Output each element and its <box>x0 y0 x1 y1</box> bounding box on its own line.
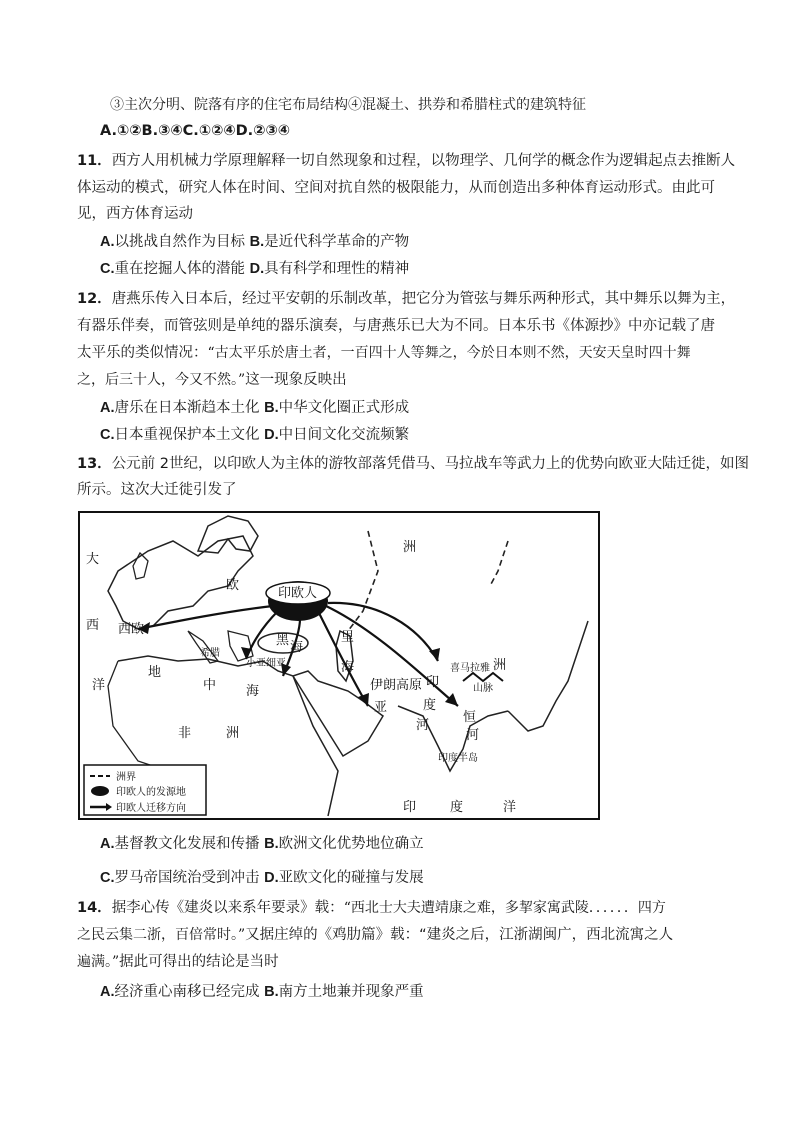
label-yindubandao: 印度半岛 <box>438 753 478 764</box>
q12-stem-line4: 之，后三十人，今又不然。”这一现象反映出 <box>77 372 347 388</box>
label-fei: 非 <box>178 726 192 741</box>
q14-quote-1: “西北士大夫遭靖康之难，多挈家寓武陵．．．．．．四方 <box>343 900 666 916</box>
label-li: 里 <box>341 630 355 645</box>
q11-stem-line1: 11．西方人用机械力学原理解释一切自然现象和过程，以物理学、几何学的概念作为逻辑起点去推断人 <box>77 153 736 169</box>
migration-map-svg <box>78 511 600 820</box>
q12-stem-line1: 12．唐燕乐传入日本后，经过平安朝的乐制改革，把它分为管弦与舞乐两种形式，其中舞乐以舞为主， <box>77 291 736 307</box>
label-hai2: 海 <box>341 660 355 675</box>
label-yin2: 印 <box>403 800 417 815</box>
map-legend <box>84 765 206 815</box>
label-shan: 山脉 <box>473 683 493 694</box>
q13-number: 13． <box>77 456 112 472</box>
q12-option-d: 中日间文化交流频繁 <box>278 427 410 443</box>
q14-stem-line3: 遍满。”据此可得出的结论是当时 <box>77 954 279 970</box>
migration-map <box>78 511 600 820</box>
label-xiou: 西欧 <box>118 622 145 637</box>
label-da: 大 <box>86 552 100 567</box>
label-du2: 度 <box>450 800 464 815</box>
label-yilang: 伊朗高原 <box>370 678 423 693</box>
label-hai: 海 <box>290 640 304 655</box>
q14-stem-line1: 14．据李心传《建炎以来系年要录》载：“西北士大夫遭靖康之难，多挈家寓武陵．．．．．．四方 <box>77 900 666 916</box>
q13-option-a-b: A.基督教文化发展和传播 B.欧洲文化优势地位确立 <box>100 836 424 852</box>
q12-quote: “古太平乐於唐土者，一百四十人等舞之，今於日本则不然，天安天皇时四十舞 <box>207 345 691 361</box>
q13-option-c: 罗马帝国统治受到冲击 <box>114 870 260 886</box>
q12-option-c: 日本重视保护本土文化 <box>114 427 260 443</box>
q14-number: 14． <box>77 900 112 916</box>
q11-option-a-b: A.以挑战自然作为目标 B.是近代科学革命的产物 <box>100 234 410 250</box>
legend-direction-label: 印欧人迁移方向 <box>116 803 186 814</box>
legend-boundary-label: 洲界 <box>116 772 136 783</box>
q11-stem-line2: 体运动的模式，研究人体在时间、空间对抗自然的极限能力，从而创造出多种体育运动形式。由此可 <box>77 180 715 196</box>
label-hei: 黑 <box>276 633 290 648</box>
q13-option-d: 亚欧文化的碰撞与发展 <box>278 870 424 886</box>
legend-origin-label: 印欧人的发源地 <box>116 787 186 798</box>
q11-stem-line3: 见，西方体育运动 <box>77 206 193 222</box>
label-zhou3: 洲 <box>226 726 240 741</box>
q11-option-a: 以挑战自然作为目标 <box>114 234 245 250</box>
label-xi: 西 <box>86 618 100 633</box>
label-hai3: 海 <box>246 684 260 699</box>
q12-stem-line2: 有器乐伴奏，而管弦则是单纯的器乐演奏，与唐燕乐已大为不同。日本乐书《体源抄》中亦记载了唐 <box>77 318 715 334</box>
q14-option-a-b: A.经济重心南移已经完成 B.南方土地兼并现象严重 <box>100 984 424 1000</box>
label-yang: 洋 <box>92 678 106 693</box>
label-di: 地 <box>148 665 162 680</box>
q13-option-a: 基督教文化发展和传播 <box>114 836 260 852</box>
q13-stem-line2: 所示。这次大迁徙引发了 <box>77 482 237 498</box>
q12-option-a-b: A.唐乐在日本渐趋本土化 B.中华文化圈正式形成 <box>100 400 410 416</box>
label-xiaoyaxiya: 小亚细亚 <box>246 658 286 669</box>
q12-number: 12． <box>77 291 112 307</box>
q12-option-c-d: C.日本重视保护本土文化 D.中日间文化交流频繁 <box>100 427 410 443</box>
label-heng: 恒 <box>463 710 477 725</box>
label-he2: 河 <box>466 728 480 743</box>
q11-number: 11． <box>77 153 112 169</box>
q11-option-c: 重在挖掘人体的潜能 <box>114 261 245 277</box>
q13-stem-line1: 13．公元前 2世纪，以印欧人为主体的游牧部落凭借马、马拉战车等武力上的优势向欧亚大陆迁徙，如图 <box>77 456 750 472</box>
q11-option-d: 具有科学和理性的精神 <box>264 261 410 277</box>
q13-option-b: 欧洲文化优势地位确立 <box>278 836 424 852</box>
q11-option-b: 是近代科学革命的产物 <box>264 234 410 250</box>
label-xila: 希腊 <box>200 648 220 659</box>
legend-origin-symbol <box>91 786 109 796</box>
label-yinouren: 印欧人 <box>278 586 318 601</box>
q14-stem-line2: 之民云集二浙，百倍常时。”又据庄绰的《鸡肋篇》载：“建炎之后，江浙湖闽广，西北流寓之人 <box>77 927 674 943</box>
label-zhong: 中 <box>203 678 217 693</box>
label-zhou2: 洲 <box>493 658 507 673</box>
label-du: 度 <box>423 698 437 713</box>
label-ou: 欧 <box>226 578 240 593</box>
label-he: 河 <box>416 718 430 733</box>
q12-option-a: 唐乐在日本渐趋本土化 <box>114 400 260 416</box>
label-xima: 喜马拉雅 <box>450 663 490 674</box>
q11-option-c-d: C.重在挖掘人体的潜能 D.具有科学和理性的精神 <box>100 261 410 277</box>
label-yin: 印 <box>426 675 440 690</box>
q10-options: A.①②B.③④C.①②④D.②③④ <box>100 123 291 139</box>
q14-option-a: 经济重心南移已经完成 <box>114 984 260 1000</box>
label-zhou: 洲 <box>403 540 417 555</box>
q13-option-c-d: C.罗马帝国统治受到冲击 D.亚欧文化的碰撞与发展 <box>100 870 424 886</box>
q12-stem-line3: 太平乐的类似情况：“古太平乐於唐土者，一百四十人等舞之，今於日本则不然，天安天皇时四十舞 <box>77 345 691 361</box>
label-ya: 亚 <box>374 700 388 715</box>
q10-statement-3-4: ③主次分明、院落有序的住宅布局结构④混凝土、拱券和希腊柱式的建筑特征 <box>110 97 586 113</box>
q14-option-b: 南方土地兼并现象严重 <box>278 984 424 1000</box>
q12-option-b: 中华文化圈正式形成 <box>278 400 410 416</box>
label-yang2: 洋 <box>503 800 517 815</box>
